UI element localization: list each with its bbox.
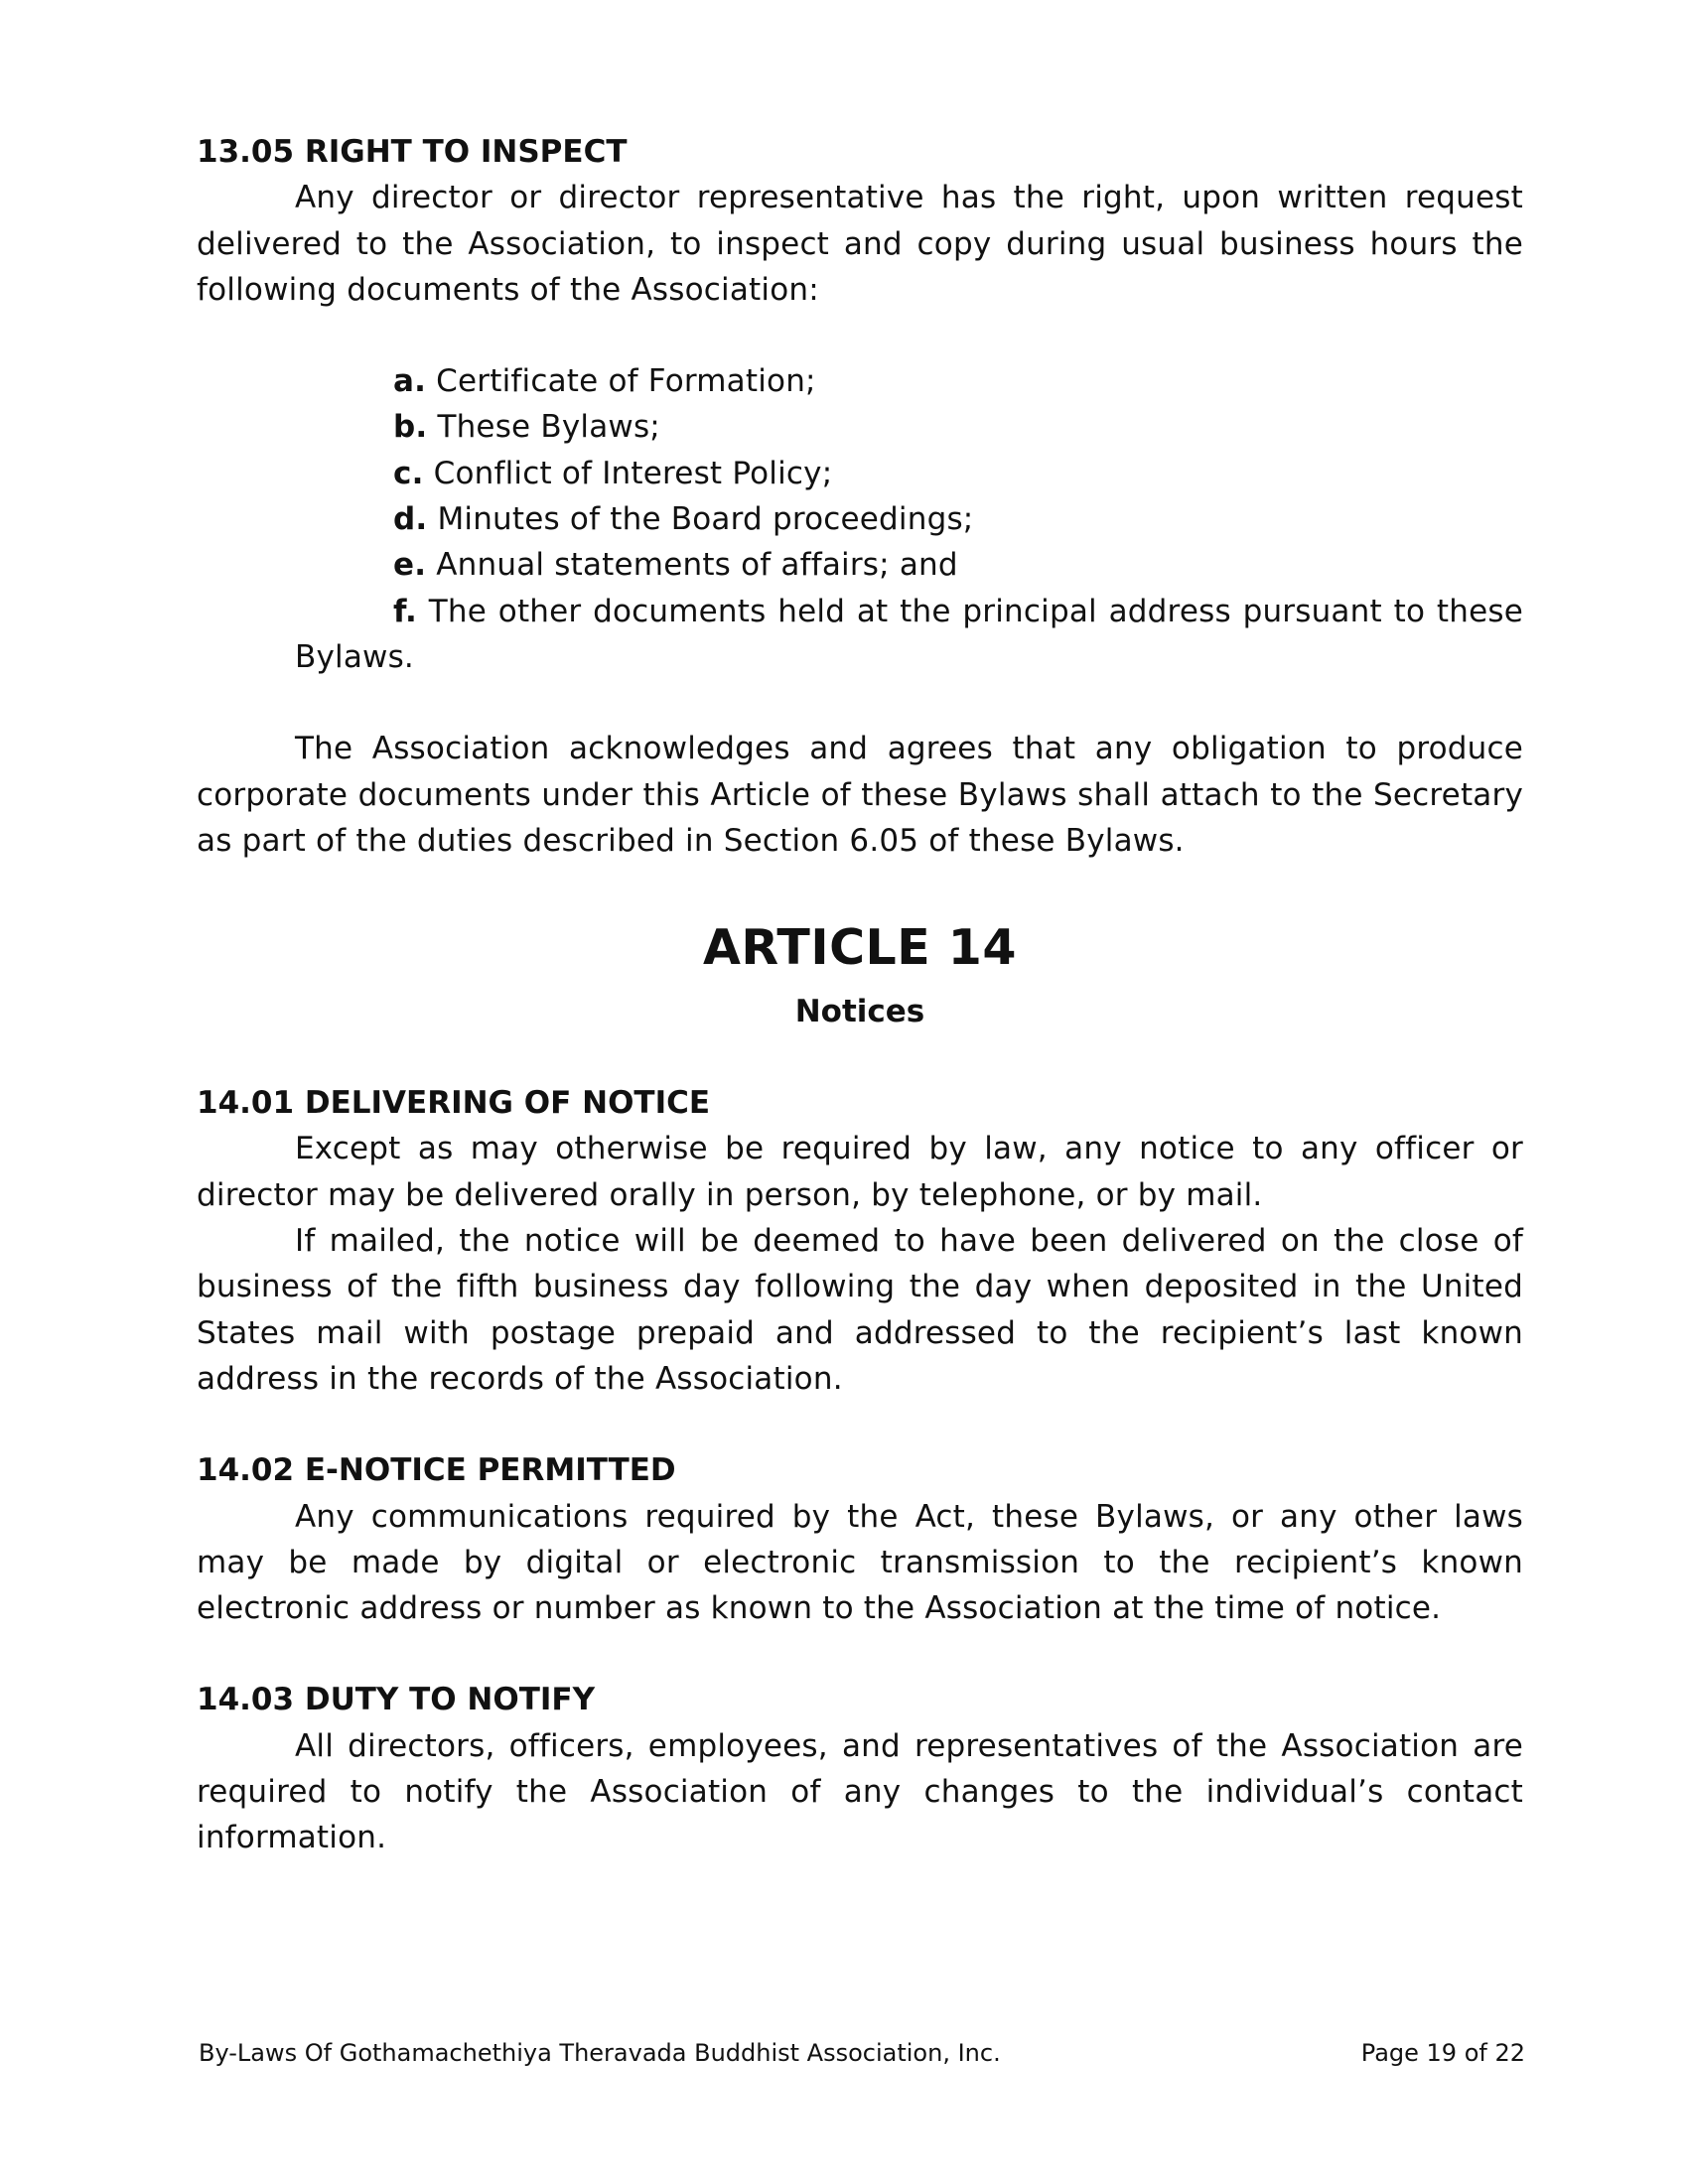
footer-page-number: Page 19 of 22 (1360, 2039, 1525, 2067)
section-13-05-closing: The Association acknowledges and agrees that any obligation to produce corporate documents under this Article of these Bylaws shall attach to the Secretary as part of the duties described in Section 6.05 of these Bylaws. (197, 731, 1523, 859)
section-heading-14-01: 14.01 DELIVERING OF NOTICE (197, 1085, 711, 1122)
list-item-text: The other documents held at the principal address pursuant to these Bylaws. (295, 593, 1523, 675)
list-item-text: Annual statements of affairs; and (436, 547, 958, 584)
section-14-01-para-1: Except as may otherwise be required by law, any notice to any officer or director may be delivered orally in person, by telephone, or by mail. (197, 1131, 1523, 1213)
list-item-letter: c. (393, 455, 424, 491)
spacer (197, 1402, 1523, 1447)
list-item-text: Minutes of the Board proceedings; (437, 501, 974, 538)
list-item-letter: f. (393, 593, 417, 629)
spacer (197, 1631, 1523, 1677)
section-heading-13-05: 13.05 RIGHT TO INSPECT (197, 134, 628, 170)
list-item (197, 404, 1523, 450)
list-item (197, 496, 1523, 542)
list-item (197, 542, 1523, 588)
list-item-letter: e. (393, 547, 427, 584)
document-page (197, 129, 1523, 1861)
spacer (197, 864, 1523, 917)
article-subtitle: Notices (794, 994, 925, 1030)
list-item (197, 358, 1523, 404)
spacer (197, 1034, 1523, 1080)
list-item (197, 589, 1523, 681)
section-14-03-para-1: All directors, officers, employees, and representatives of the Association are required to notify the Association of any changes to the individual’s contact information. (197, 1727, 1523, 1856)
section-heading-14-02: 14.02 E-NOTICE PERMITTED (197, 1452, 676, 1489)
inspectable-documents-list (197, 358, 1523, 680)
footer-document-title: By-Laws Of Gothamachethiya Theravada Buddhist Association, Inc. (199, 2039, 1001, 2067)
list-item-letter: d. (393, 501, 428, 538)
list-item (197, 451, 1523, 496)
page-footer (199, 2038, 1525, 2068)
spacer (197, 313, 1523, 358)
list-item-letter: a. (393, 363, 427, 400)
section-14-01-para-2: If mailed, the notice will be deemed to have been delivered on the close of business of the fifth business day following the day when deposited in the United States mail with postage prepaid and addressed to the recipient’s last known address in the records of the Association. (197, 1223, 1523, 1397)
section-14-02-para-1: Any communications required by the Act, these Bylaws, or any other laws may be made by digital or electronic transmission to the recipient’s known electronic address or number as known to the Association at the time of notice. (197, 1498, 1523, 1627)
list-item-text: These Bylaws; (437, 409, 660, 446)
spacer (197, 680, 1523, 726)
list-item-text: Certificate of Formation; (436, 363, 816, 400)
section-heading-14-03: 14.03 DUTY TO NOTIFY (197, 1682, 596, 1718)
article-title: ARTICLE 14 (702, 919, 1017, 977)
list-item-letter: b. (393, 409, 428, 446)
list-item-text: Conflict of Interest Policy; (433, 455, 833, 491)
section-13-05-intro: Any director or director representative has the right, upon written request delivered to the Association, to inspect and copy during usual business hours the following documents of the Association: (197, 180, 1523, 308)
